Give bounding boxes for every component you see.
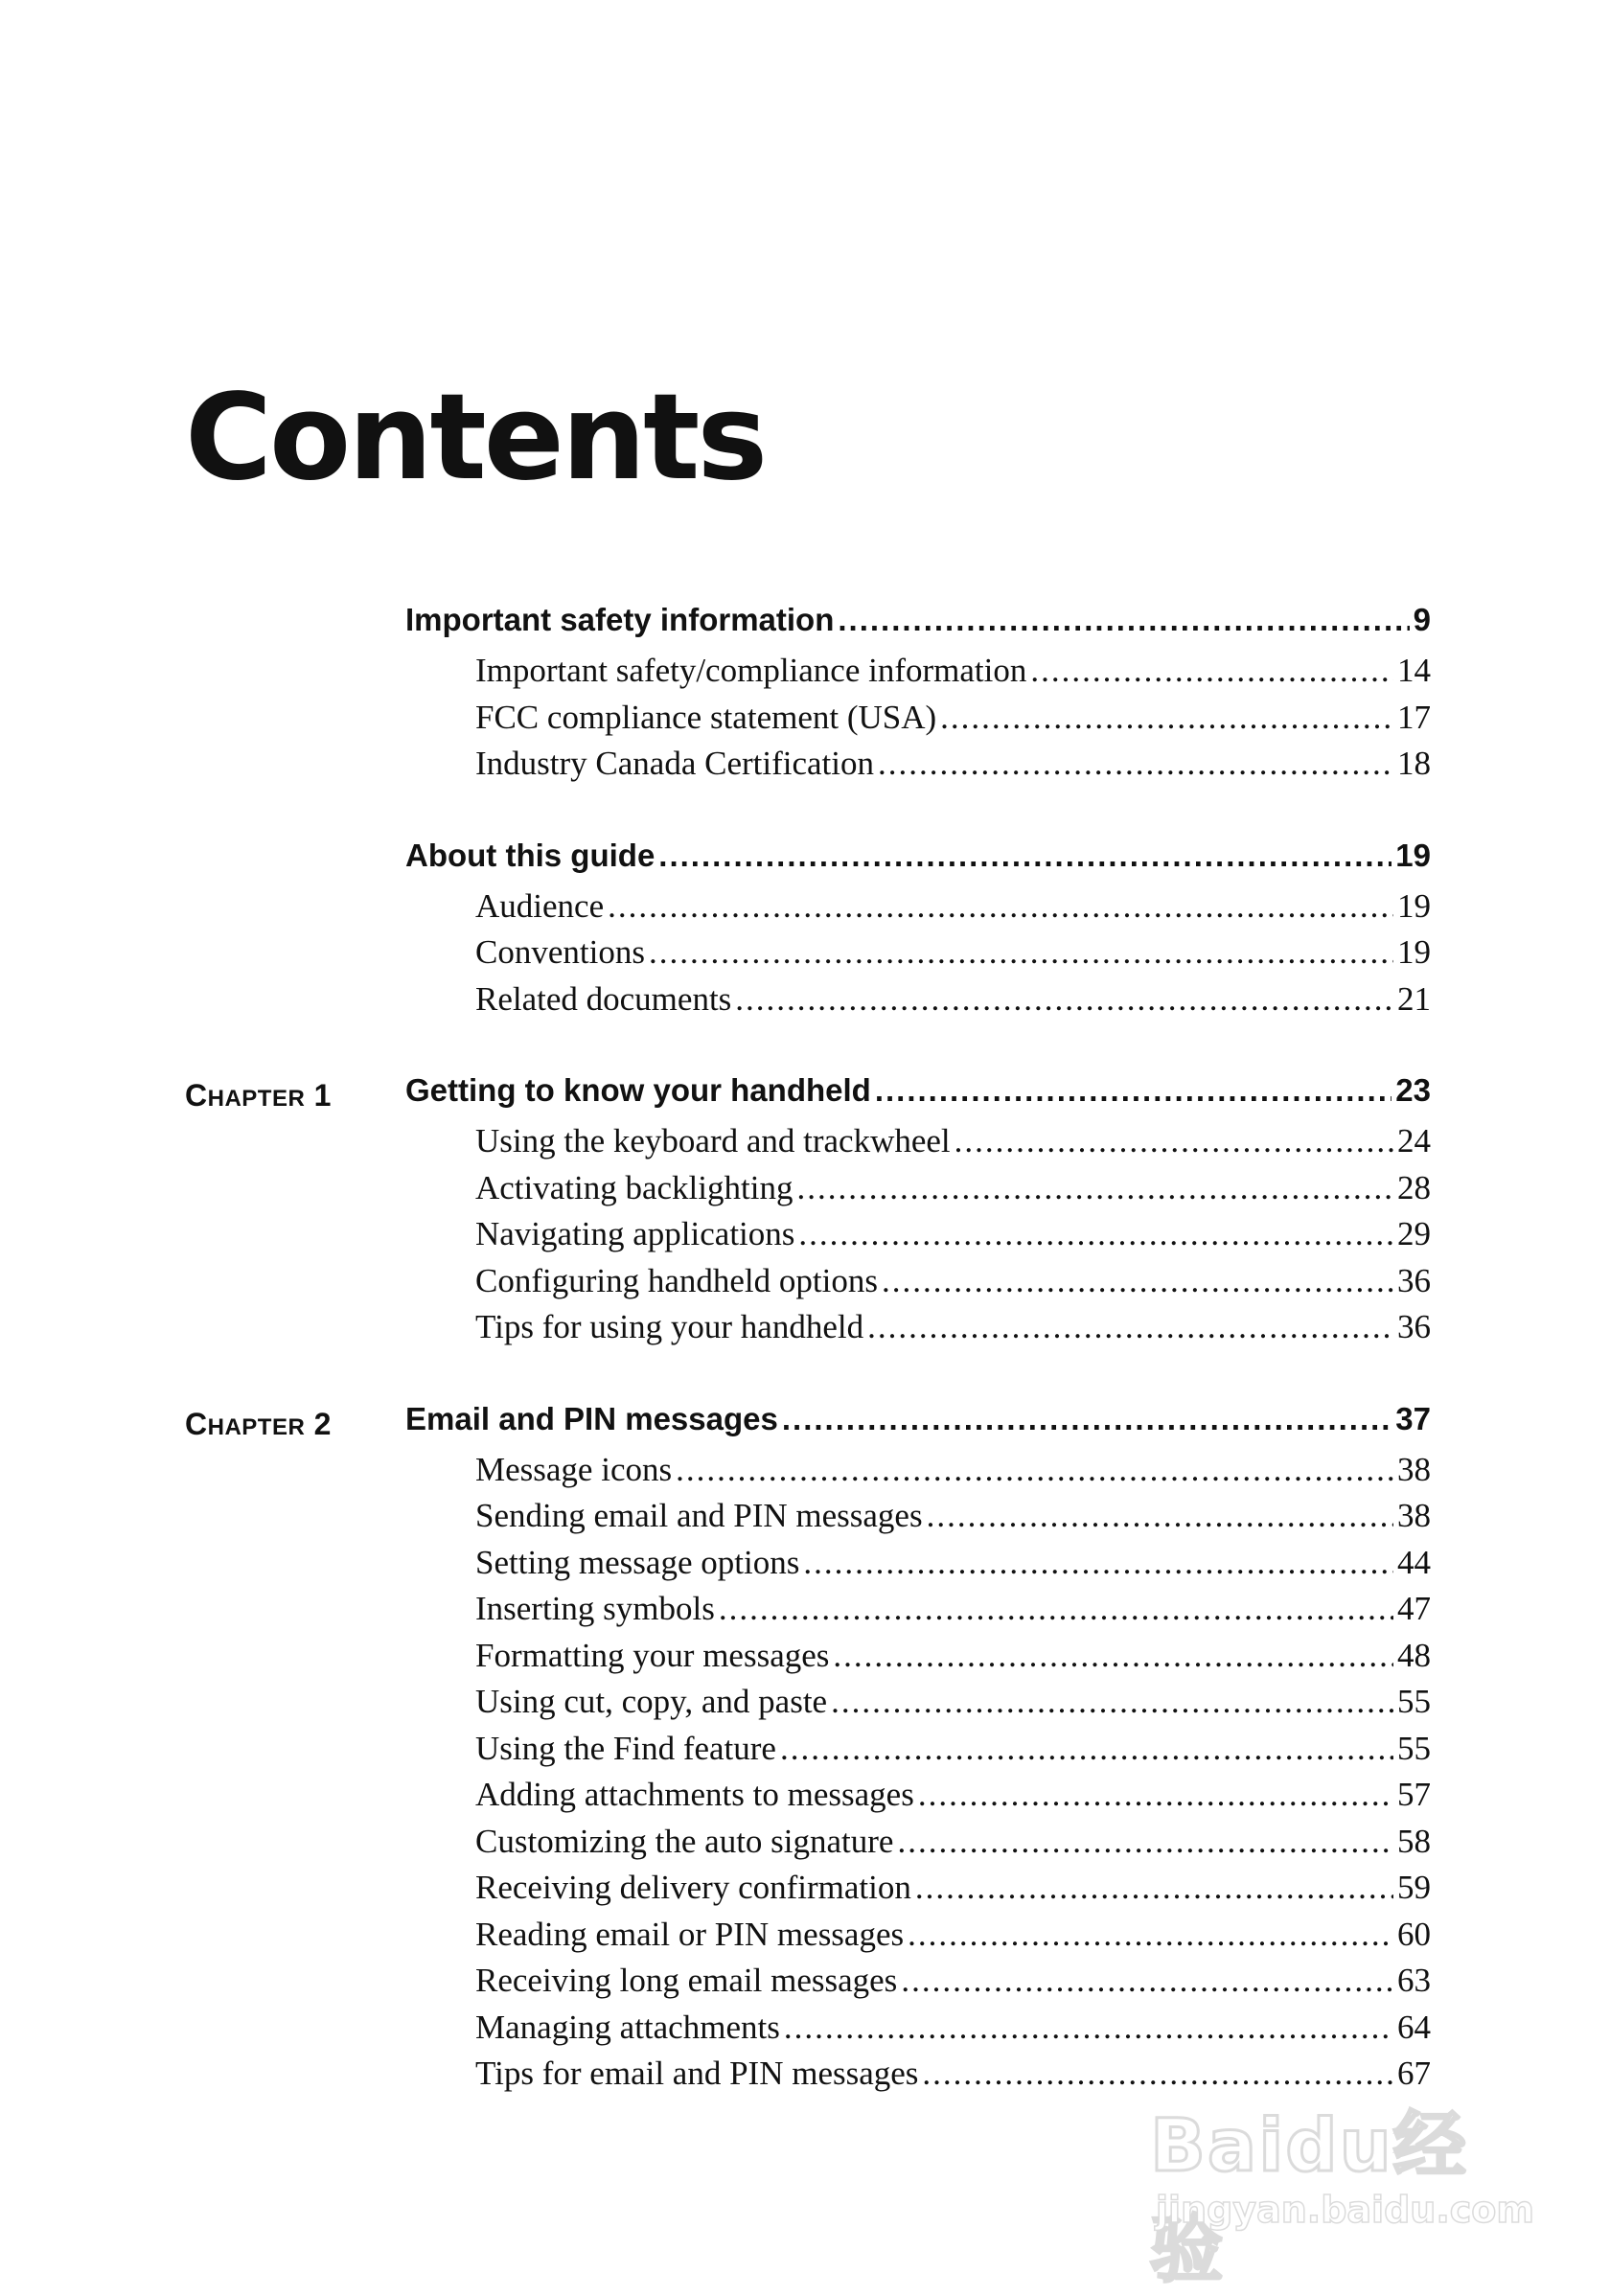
toc-heading[interactable] <box>405 1072 1431 1122</box>
toc-item-label: Inserting symbols <box>475 1590 715 1627</box>
dot-leader <box>780 1730 1393 1768</box>
toc-item-label: Message icons <box>475 1450 673 1488</box>
page-title: Contents <box>185 369 766 507</box>
toc-item[interactable] <box>475 1544 1431 1591</box>
toc-item-page: 57 <box>1397 1776 1431 1813</box>
dot-leader <box>1030 652 1393 690</box>
dot-leader <box>803 1544 1393 1582</box>
toc-item-label: Using the keyboard and trackwheel <box>475 1122 951 1159</box>
dot-leader <box>954 1122 1393 1160</box>
toc-item-page: 28 <box>1397 1168 1431 1206</box>
toc-item-label: Customizing the auto signature <box>475 1822 894 1860</box>
toc-item[interactable] <box>475 887 1431 934</box>
toc-item-label: Sending email and PIN messages <box>475 1497 923 1534</box>
toc-heading-label: Getting to know your handheld <box>405 1072 871 1108</box>
baidu-watermark-logo: Baidu经验 <box>1150 2102 1468 2292</box>
toc-item[interactable] <box>475 1869 1431 1916</box>
chapter-label-word: HAPTER <box>207 1413 306 1440</box>
toc-item-label: Industry Canada Certification <box>475 745 874 782</box>
toc-item[interactable] <box>475 699 1431 746</box>
dot-leader <box>908 1916 1393 1954</box>
toc-item-label: Important safety/compliance information <box>475 652 1027 689</box>
toc-item[interactable] <box>475 1122 1431 1169</box>
toc-item-page: 18 <box>1397 745 1431 782</box>
toc-item[interactable] <box>475 1776 1431 1823</box>
toc-item-page: 59 <box>1397 1869 1431 1906</box>
toc-item-label: Navigating applications <box>475 1215 795 1252</box>
dot-leader <box>658 838 1392 874</box>
toc-heading[interactable] <box>405 838 1431 887</box>
dot-leader <box>784 2009 1393 2047</box>
toc-item-label: Reading email or PIN messages <box>475 1915 905 1953</box>
toc-heading-page: 23 <box>1395 1072 1431 1108</box>
toc-item-page: 58 <box>1397 1822 1431 1860</box>
toc-item[interactable] <box>475 1637 1431 1684</box>
toc-item-page: 38 <box>1397 1497 1431 1534</box>
toc-section-chapter-1 <box>0 1072 1610 1355</box>
toc-item-label: Adding attachments to messages <box>475 1776 914 1813</box>
toc-item-page: 64 <box>1397 2008 1431 2046</box>
dot-leader <box>915 1869 1393 1907</box>
toc-item-page: 29 <box>1397 1215 1431 1252</box>
toc-item-page: 63 <box>1397 1962 1431 1999</box>
toc-item-label: Setting message options <box>475 1543 800 1581</box>
dot-leader <box>940 699 1393 737</box>
toc-item-label: FCC compliance statement (USA) <box>475 698 937 736</box>
chapter-label-initial: C <box>185 1078 208 1113</box>
dot-leader <box>735 980 1393 1019</box>
toc-heading-label: Important safety information <box>405 602 835 637</box>
dot-leader <box>901 1962 1393 2000</box>
toc-item[interactable] <box>475 1590 1431 1637</box>
toc-heading-page: 19 <box>1395 837 1431 873</box>
dot-leader <box>897 1823 1393 1861</box>
toc-item-label: Receiving delivery confirmation <box>475 1869 911 1906</box>
dot-leader <box>608 887 1393 926</box>
toc-heading-label: Email and PIN messages <box>405 1400 778 1436</box>
toc-item[interactable] <box>475 745 1431 792</box>
toc-item-page: 36 <box>1397 1308 1431 1345</box>
toc-item-page: 21 <box>1397 979 1431 1018</box>
toc-item-page: 48 <box>1397 1636 1431 1674</box>
toc-item-page: 55 <box>1397 1729 1431 1767</box>
toc-item-label: Related documents <box>475 979 732 1018</box>
toc-heading-page: 37 <box>1395 1400 1431 1436</box>
dot-leader <box>796 1169 1393 1207</box>
toc-item-label: Conventions <box>475 933 645 971</box>
toc-item[interactable] <box>475 1451 1431 1498</box>
toc-item-label: Formatting your messages <box>475 1636 830 1674</box>
baidu-watermark <box>1140 2087 1534 2292</box>
toc-item-page: 38 <box>1397 1450 1431 1488</box>
chapter-label <box>185 1080 332 1111</box>
table-of-contents <box>0 602 1610 2147</box>
dot-leader <box>838 602 1409 638</box>
toc-item-label: Receiving long email messages <box>475 1962 898 1999</box>
toc-item[interactable] <box>475 980 1431 1027</box>
toc-item[interactable] <box>475 1262 1431 1309</box>
toc-item[interactable] <box>475 1683 1431 1730</box>
dot-leader <box>649 933 1393 972</box>
dot-leader <box>676 1451 1393 1489</box>
toc-heading-page: 9 <box>1413 602 1431 637</box>
dot-leader <box>782 1401 1392 1437</box>
toc-item[interactable] <box>475 1916 1431 1963</box>
toc-item-page: 17 <box>1397 698 1431 736</box>
toc-item[interactable] <box>475 1215 1431 1262</box>
chapter-label-initial: C <box>185 1406 208 1441</box>
toc-section-chapter-2 <box>0 1401 1610 2101</box>
toc-item-page: 60 <box>1397 1915 1431 1953</box>
dot-leader <box>833 1637 1393 1675</box>
toc-item[interactable] <box>475 933 1431 980</box>
dot-leader <box>719 1590 1393 1628</box>
toc-item[interactable] <box>475 1962 1431 2009</box>
toc-item-page: 36 <box>1397 1261 1431 1299</box>
toc-item[interactable] <box>475 2009 1431 2055</box>
chapter-number: 1 <box>313 1078 332 1113</box>
toc-item[interactable] <box>475 652 1431 699</box>
toc-heading[interactable] <box>405 1401 1431 1451</box>
toc-item-page: 19 <box>1397 933 1431 971</box>
dot-leader <box>918 1776 1393 1814</box>
toc-item-page: 44 <box>1397 1543 1431 1581</box>
toc-item-page: 55 <box>1397 1683 1431 1720</box>
toc-item-label: Managing attachments <box>475 2008 780 2046</box>
chapter-label <box>185 1406 332 1441</box>
toc-item-label: Tips for email and PIN messages <box>475 2055 919 2092</box>
chapter-number: 2 <box>313 1406 332 1441</box>
toc-item-label: Tips for using your handheld <box>475 1308 864 1345</box>
toc-section-safety <box>0 602 1610 792</box>
toc-item[interactable] <box>475 1497 1431 1544</box>
toc-item-label: Activating backlighting <box>475 1168 794 1206</box>
dot-leader <box>867 1308 1393 1346</box>
dot-leader <box>878 745 1393 783</box>
baidu-watermark-url: jingyan.baidu.com <box>1156 2189 1534 2231</box>
toc-item[interactable] <box>475 1730 1431 1777</box>
dot-leader <box>831 1683 1393 1721</box>
toc-heading-label: About this guide <box>405 837 656 873</box>
toc-item-page: 47 <box>1397 1590 1431 1627</box>
dot-leader <box>927 1497 1393 1535</box>
toc-item-label: Audience <box>475 886 605 925</box>
toc-item-label: Configuring handheld options <box>475 1261 878 1299</box>
toc-section-about <box>0 838 1610 1027</box>
toc-heading[interactable] <box>405 602 1431 652</box>
dot-leader <box>875 1072 1392 1109</box>
toc-item-page: 24 <box>1397 1122 1431 1159</box>
chapter-label-word: HAPTER <box>207 1086 306 1112</box>
toc-item[interactable] <box>475 1823 1431 1870</box>
toc-item-label: Using cut, copy, and paste <box>475 1683 828 1720</box>
toc-item-page: 14 <box>1397 652 1431 689</box>
toc-item[interactable] <box>475 1169 1431 1216</box>
dot-leader <box>882 1262 1393 1300</box>
toc-item-page: 67 <box>1397 2055 1431 2092</box>
dot-leader <box>798 1215 1393 1253</box>
toc-item-page: 19 <box>1397 886 1431 925</box>
toc-item-label: Using the Find feature <box>475 1729 776 1767</box>
toc-item[interactable] <box>475 1308 1431 1355</box>
